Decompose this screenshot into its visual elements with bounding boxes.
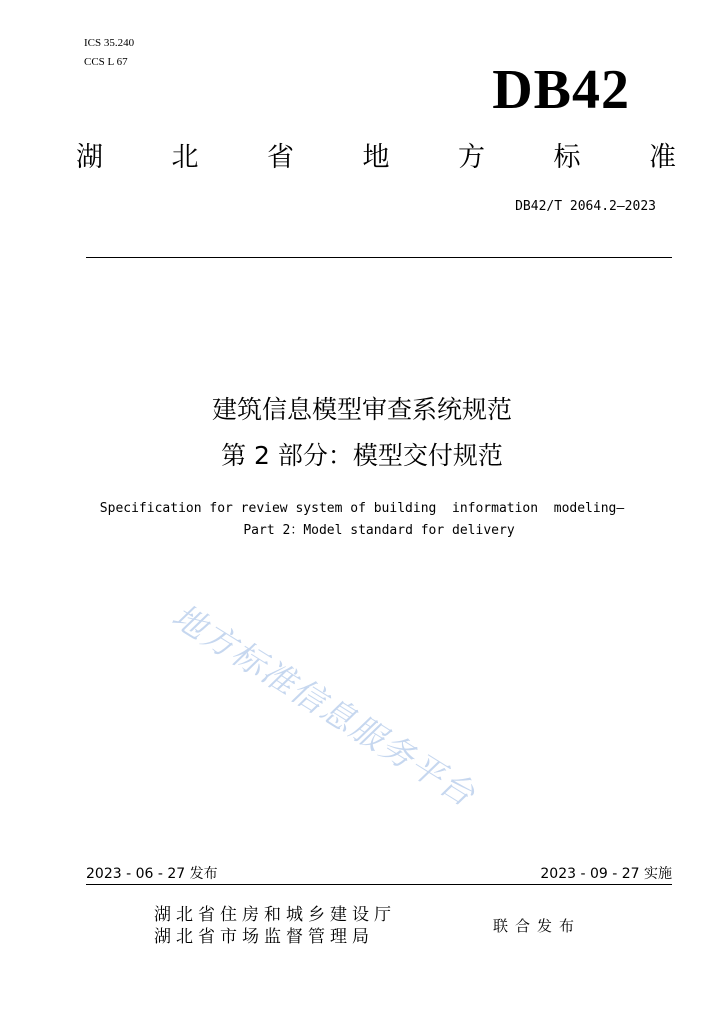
standard-code-logo: DB42 [492, 59, 630, 121]
standard-level-char: 北 [171, 142, 199, 173]
title-chinese-line-2: 第 2 部分：模型交付规范 [221, 441, 503, 470]
standard-level-char: 准 [649, 142, 676, 173]
implementation-date: 2023 - 09 - 27 实施 [540, 866, 672, 882]
ics-code: ICS 35.240 [84, 37, 135, 49]
joint-release-label: 联合发布 [493, 917, 582, 935]
standard-level-char: 标 [553, 142, 581, 173]
issue-date: 2023 - 06 - 27 发布 [86, 866, 218, 882]
standard-number: DB42/T 2064.2—2023 [515, 199, 656, 214]
title-english-line-1: Specification for review system of building information modeling— [99, 501, 625, 516]
watermark: 地方标准信息服务平台 [165, 596, 483, 815]
standard-level [76, 140, 676, 176]
standard-level-char: 方 [458, 142, 485, 173]
standard-level-char: 湖 [76, 142, 103, 173]
issuer-market-regulation-bureau: 湖北省市场监督管理局 [154, 927, 374, 947]
title-chinese-line-1: 建筑信息模型审查系统规范 [211, 395, 512, 424]
standard-level-char: 地 [362, 142, 390, 173]
top-divider [86, 257, 672, 258]
standard-level-char: 省 [267, 142, 294, 173]
bottom-divider [86, 884, 672, 885]
title-english-line-2: Part 2：Model standard for delivery [243, 523, 515, 538]
ccs-code: CCS L 67 [84, 56, 128, 68]
issuer-housing-department: 湖北省住房和城乡建设厅 [154, 905, 396, 925]
